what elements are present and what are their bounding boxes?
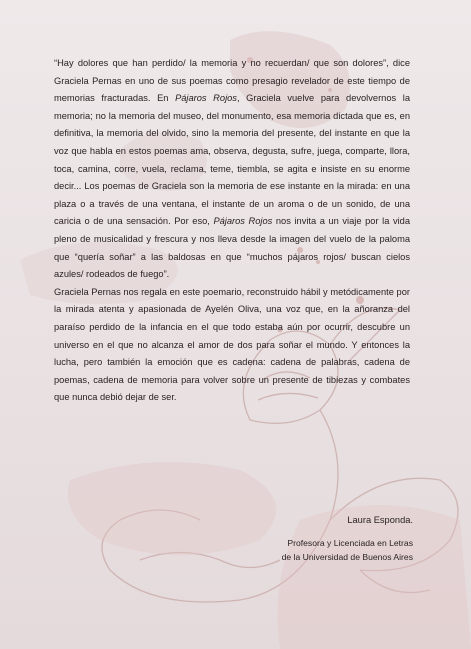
paragraph-2: Graciela Pernas nos regala en este poemario, reconstruido hábil y metódicamente por la mirada atenta y apasionada de Ayelén Oliva, una voz que, en la añoranza del paraíso perdido de la infancia en el que todo estaba aún por ocurrir, descubre un universo en el que no alcanza el amor de dos para soñar el mundo. Y entonces la lucha, pero también la emoción que es cadena: cadena de palabras, cadena de poemas, cadena de memoria para volver sobre un presente de tibiezas y combates que nunca debió dejar de ser. bbox=[54, 286, 410, 403]
paragraph-1-text-c: nos invita a un viaje por la vida pleno de musicalidad y frescura y nos lleva desde la imagen del vuelo de la paloma que “quería soñar” a las baldosas en que “muchos pájaros rojos/ buscan cielos azules/ rodeados de fuego”. bbox=[54, 216, 410, 280]
book-title-reference: Pájaros Rojos bbox=[175, 93, 237, 104]
book-title-reference: Pájaros Rojos bbox=[213, 216, 273, 227]
author-institution: de la Universidad de Buenos Aires bbox=[281, 552, 413, 562]
author-title: Profesora y Licenciada en Letras bbox=[287, 537, 413, 548]
paragraph-1 bbox=[54, 55, 410, 284]
article-body bbox=[54, 55, 410, 407]
signature-block bbox=[282, 513, 413, 565]
paragraph-1-text-b: , Graciela vuelve para devolvernos la memoria; no la memoria del museo, del monumento, esa memoria dictada que es, en definitiva, la memoria del olvido, sino la memoria del presente, del instante en que la voz que habla en estos poemas ama, observa, degusta, sufre, juega, comparte, llora, toca, camina, corre, vuela, reclama, teme, tiembla, se agita e insiste en su enorme decir... Los poemas de Graciela son la memoria de ese instante en la mirada: en una plaza o a través de una ventana, el instante de un aroma o de un sonido, de una caricia o de una sensación. Por eso, bbox=[54, 93, 410, 227]
author-name: Laura Esponda. bbox=[347, 515, 413, 525]
paragraph-1-text-a: “Hay dolores que han perdido/ la memoria y no recuerdan/ que son dolores”, dice Graciela Pernas en uno de sus poemas como presagio revelador de este tiempo de memorias fracturadas. En bbox=[54, 58, 410, 104]
